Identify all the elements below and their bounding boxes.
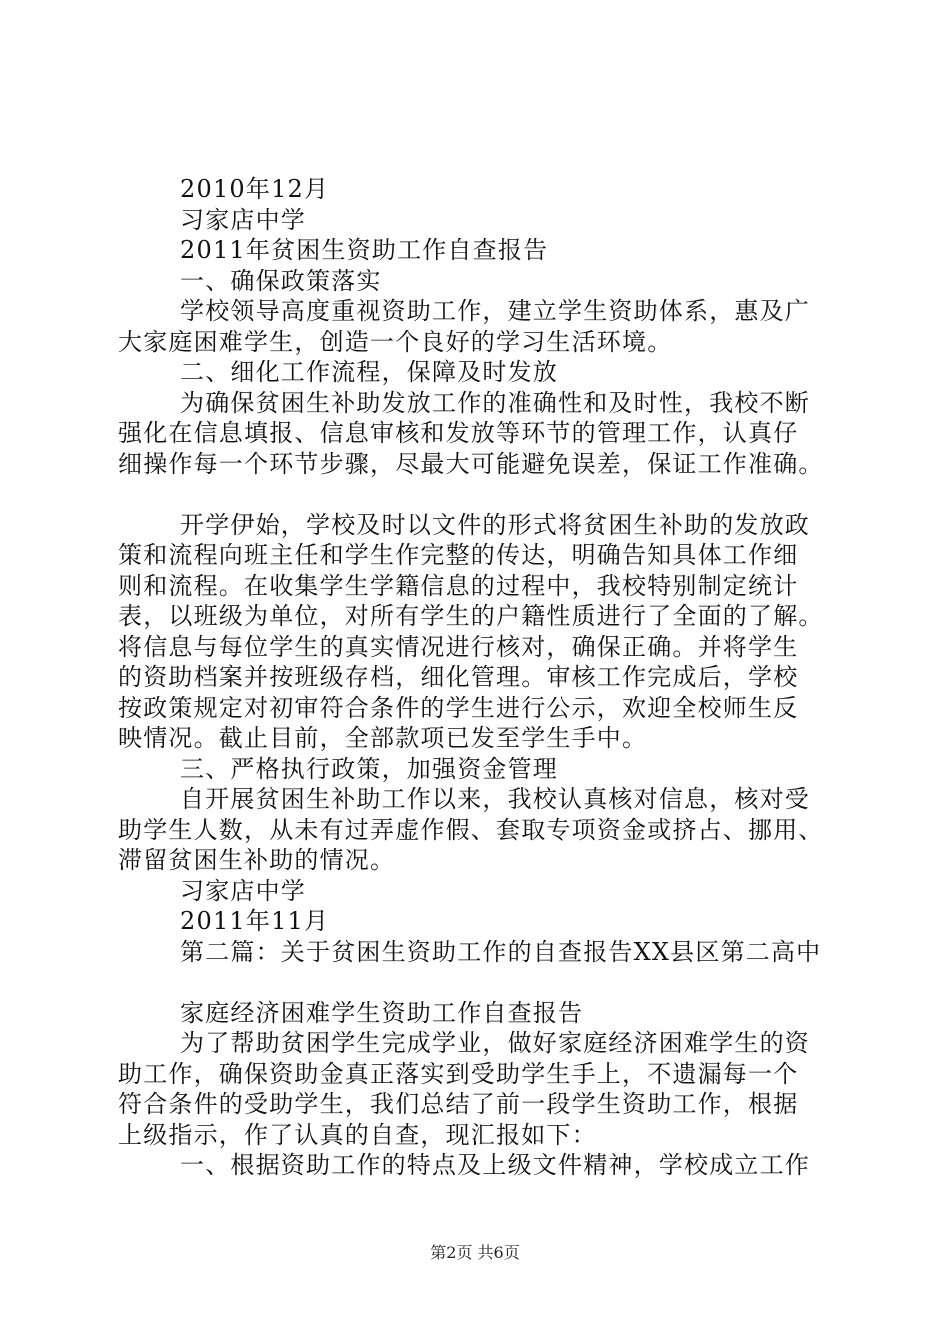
school-name: 习家店中学 [180, 205, 306, 234]
report-title: 2011年贫困生资助工作自查报告 [180, 236, 549, 264]
paragraph-line: 按政策规定对初审符合条件的学生进行公示，欢迎全校师生反 [118, 693, 799, 722]
paragraph-line: 助工作，确保资助金真正落实到受助学生手上，不遗漏每一个 [118, 1059, 799, 1088]
paragraph-line: 上级指示，作了认真的自查，现汇报如下： [118, 1120, 597, 1149]
paragraph-line: 策和流程向班主任和学生作完整的传达，明确告知具体工作细 [118, 541, 799, 569]
section-heading-1: 一、确保政策落实 [180, 266, 382, 295]
signature-date: 2011年11月 [180, 907, 330, 935]
page-footer: 第2页 共6页 [430, 1243, 520, 1262]
paragraph-line: 细操作每一个环节步骤，尽最大可能避免误差，保证工作准确。 [118, 449, 824, 478]
paragraph-line: 一、根据资助工作的特点及上级文件精神，学校成立工作 [180, 1151, 810, 1179]
paragraph-line: 大家庭困难学生，创造一个良好的学习生活环境。 [118, 327, 673, 356]
section-heading-3: 三、严格执行政策，加强资金管理 [180, 754, 558, 783]
paragraph-line: 学校领导高度重视资助工作，建立学生资助体系，惠及广 [180, 297, 810, 325]
paragraph-line: 开学伊始，学校及时以文件的形式将贫困生补助的发放政 [180, 510, 810, 539]
paragraph-line: 映情况。截止目前，全部款项已发至学生手中。 [118, 724, 648, 752]
blank-line [118, 967, 834, 998]
section-heading-2: 二、细化工作流程，保障及时发放 [180, 358, 558, 386]
document-body [118, 174, 834, 1181]
paragraph-line: 强化在信息填报、信息审核和发放等环节的管理工作，认真仔 [118, 419, 799, 447]
signature-school: 习家店中学 [180, 876, 306, 905]
paragraph-line: 的资助档案并按班级存档，细化管理。审核工作完成后，学校 [118, 663, 799, 691]
blank-line [118, 479, 834, 510]
paragraph-line: 将信息与每位学生的真实情况进行核对，确保正确。并将学生 [118, 632, 799, 661]
paragraph-line: 则和流程。在收集学生学籍信息的过程中，我校特别制定统计 [118, 571, 799, 600]
paragraph-line: 助学生人数，从未有过弄虚作假、套取专项资金或挤占、挪用、 [118, 815, 824, 844]
paragraph-line: 为了帮助贫困学生完成学业，做好家庭经济困难学生的资 [180, 1029, 810, 1057]
paragraph-line: 为确保贫困生补助发放工作的准确性和及时性，我校不断 [180, 388, 810, 417]
paragraph-line: 滞留贫困生补助的情况。 [118, 846, 396, 874]
paragraph-line: 符合条件的受助学生，我们总结了前一段学生资助工作，根据 [118, 1090, 799, 1118]
paragraph-line: 自开展贫困生补助工作以来，我校认真核对信息，核对受 [180, 785, 810, 813]
chapter-heading: 第二篇：关于贫困生资助工作的自查报告XX县区第二高中 [180, 937, 822, 966]
paragraph-line: 表，以班级为单位，对所有学生的户籍性质进行了全面的了解。 [118, 602, 824, 630]
report-title-2: 家庭经济困难学生资助工作自查报告 [180, 998, 584, 1027]
date-line: 2010年12月 [180, 175, 330, 203]
